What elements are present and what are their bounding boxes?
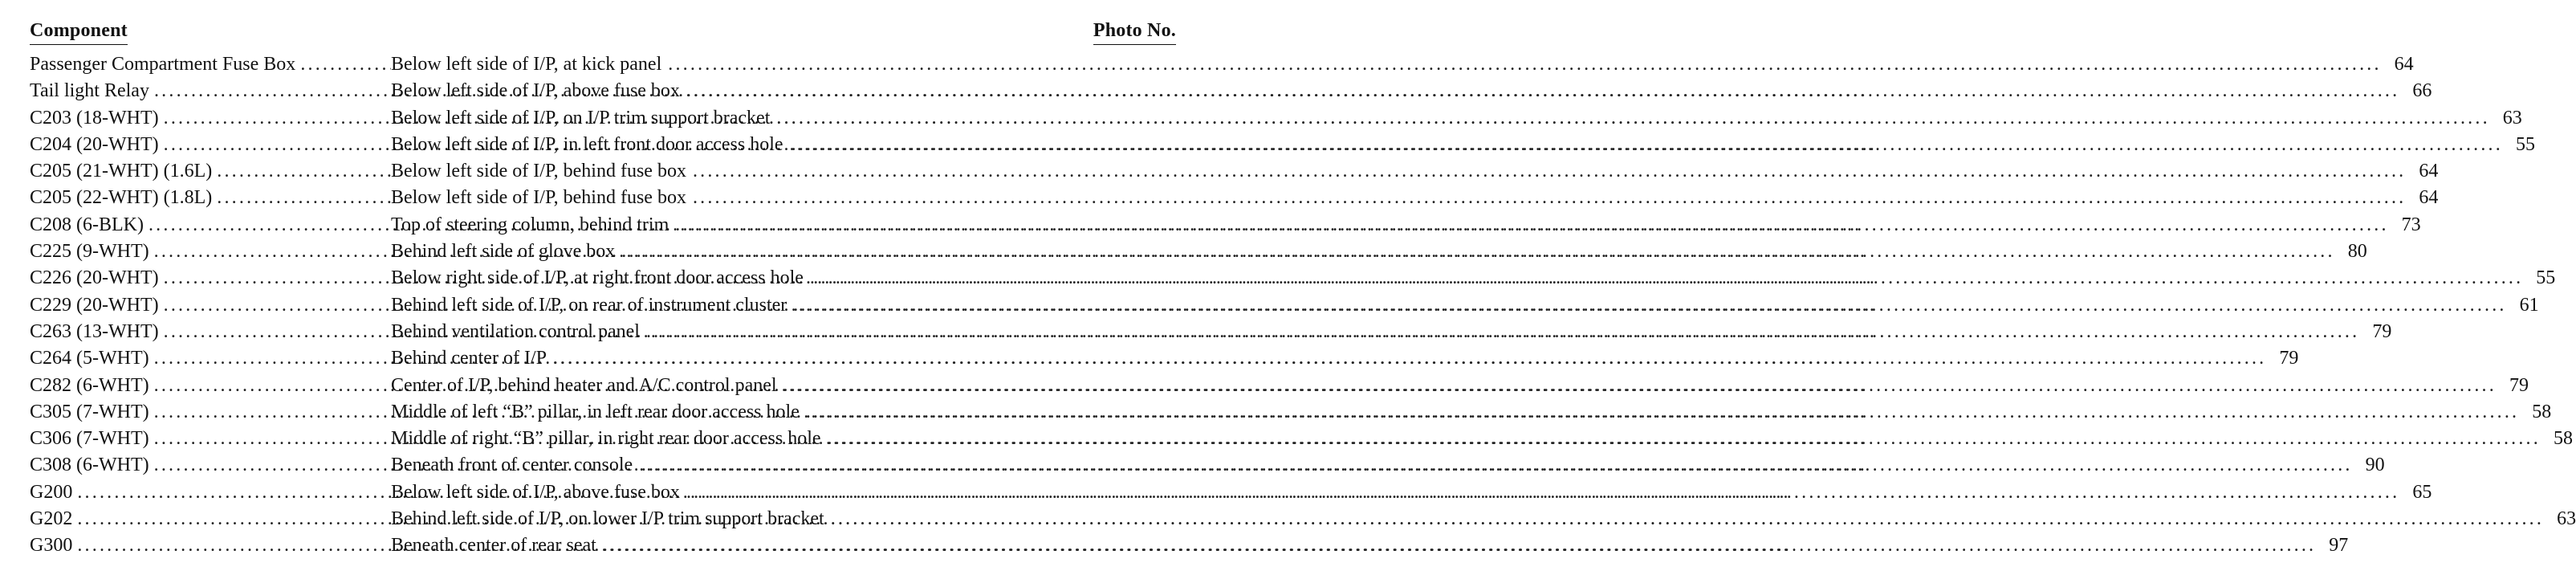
component-name: G202 — [30, 508, 73, 530]
photo-number: 79 — [2279, 348, 2299, 369]
component-name: C264 (5-WHT) — [30, 348, 149, 369]
dot-leader — [217, 158, 391, 185]
dot-leader — [806, 399, 2519, 426]
table-row — [30, 319, 2392, 345]
table-row — [30, 373, 2529, 399]
table-row — [30, 399, 2552, 426]
location-cell — [391, 479, 2399, 506]
component-name: G300 — [30, 535, 73, 557]
location-cell — [391, 51, 2382, 78]
dot-leader — [693, 185, 2406, 211]
location-cell — [391, 105, 2490, 132]
location-description: Behind ventilation control panel — [391, 320, 640, 342]
component-name: C308 (6-WHT) — [30, 455, 149, 476]
component-name: C205 (21-WHT) (1.6L) — [30, 161, 213, 182]
dot-leader — [603, 532, 2316, 559]
location-cell — [391, 185, 2406, 211]
photo-number: 63 — [2557, 508, 2576, 530]
photo-number: 63 — [2502, 107, 2522, 128]
component-cell — [30, 319, 391, 345]
table-row — [30, 452, 2385, 479]
location-description: Below left side of I/P, above fuse box — [391, 80, 680, 102]
component-cell — [30, 479, 391, 506]
component-name: C306 (7-WHT) — [30, 428, 149, 450]
photo-number: 80 — [2347, 241, 2367, 263]
dot-leader — [668, 51, 2381, 78]
component-cell — [30, 78, 391, 104]
dot-leader — [790, 132, 2503, 158]
table-row — [30, 506, 2576, 532]
table-row — [30, 158, 2439, 185]
photo-number: 66 — [2412, 80, 2432, 102]
photo-number: 97 — [2329, 535, 2349, 557]
component-cell — [30, 532, 391, 559]
dot-leader — [831, 506, 2544, 532]
dot-leader — [810, 265, 2523, 292]
location-cell — [391, 265, 2523, 292]
location-cell — [391, 239, 2335, 265]
component-cell — [30, 373, 391, 399]
table-row — [30, 212, 2421, 239]
location-description: Beneath center of rear seat — [391, 535, 596, 557]
location-description: Behind left side of I/P, on lower I/P trim support bracket — [391, 508, 824, 530]
table-row — [30, 78, 2432, 104]
location-description: Below right side of I/P, at right front door access hole — [391, 267, 804, 289]
component-cell — [30, 51, 391, 78]
component-cell — [30, 158, 391, 185]
photo-number: 55 — [2515, 133, 2535, 155]
location-description: Behind center of I/P — [391, 348, 547, 369]
photo-number: 64 — [2419, 161, 2439, 182]
component-name: C229 (20-WHT) — [30, 294, 159, 316]
location-description: Below left side of I/P, on I/P trim support bracket — [391, 107, 771, 128]
location-description: Behind left side of I/P, on rear of instrument cluster — [391, 294, 787, 316]
component-name: C305 (7-WHT) — [30, 401, 149, 422]
component-column-header: Component — [30, 19, 128, 45]
location-description: Center of I/P, behind heater and A/C control panel — [391, 374, 777, 396]
table-row — [30, 265, 2556, 292]
component-cell — [30, 105, 391, 132]
component-name: C208 (6-BLK) — [30, 214, 144, 235]
table-row — [30, 132, 2535, 158]
component-name: C282 (6-WHT) — [30, 374, 149, 396]
photo-number: 79 — [2372, 320, 2392, 342]
table-row — [30, 239, 2367, 265]
component-name: C205 (22-WHT) (1.8L) — [30, 187, 213, 209]
location-cell — [391, 132, 2503, 158]
photo-number: 73 — [2401, 214, 2421, 235]
dot-leader — [828, 426, 2541, 452]
photo-number: 90 — [2365, 455, 2385, 476]
location-description: Below left side of I/P, at kick panel — [391, 54, 662, 75]
photo-number: 64 — [2394, 54, 2414, 75]
location-cell — [391, 345, 2266, 372]
location-cell — [391, 158, 2406, 185]
component-location-list — [30, 51, 2576, 560]
photo-number: 58 — [2532, 401, 2552, 422]
component-name: Tail light Relay — [30, 80, 149, 102]
table-row — [30, 292, 2539, 319]
dot-leader — [621, 239, 2334, 265]
photo-number: 64 — [2419, 187, 2439, 209]
photo-number: 58 — [2553, 428, 2573, 450]
photo-number: 61 — [2519, 294, 2539, 316]
component-name: G200 — [30, 481, 73, 503]
table-header — [30, 16, 1176, 45]
component-cell — [30, 292, 391, 319]
component-name: C263 (13-WHT) — [30, 320, 159, 342]
location-cell — [391, 506, 2544, 532]
table-row — [30, 345, 2299, 372]
dot-leader — [793, 292, 2506, 319]
location-description: Below left side of I/P, behind fuse box — [391, 187, 686, 209]
dot-leader — [693, 158, 2406, 185]
component-cell — [30, 239, 391, 265]
component-cell — [30, 506, 391, 532]
component-cell — [30, 399, 391, 426]
location-cell — [391, 452, 2353, 479]
location-cell — [391, 373, 2497, 399]
component-name: C225 (9-WHT) — [30, 241, 149, 263]
dot-leader — [675, 212, 2388, 239]
dot-leader — [686, 479, 2399, 506]
table-row — [30, 426, 2573, 452]
location-cell — [391, 292, 2507, 319]
location-description: Middle of right “B” pillar, in right rear door access hole — [391, 428, 821, 450]
location-cell — [391, 212, 2389, 239]
component-cell — [30, 426, 391, 452]
component-name: C203 (18-WHT) — [30, 107, 159, 128]
component-cell — [30, 132, 391, 158]
dot-leader — [646, 319, 2359, 345]
dot-leader — [553, 345, 2266, 372]
table-row — [30, 532, 2349, 559]
component-cell — [30, 265, 391, 292]
dot-leader — [639, 452, 2352, 479]
table-row — [30, 479, 2432, 506]
location-cell — [391, 399, 2519, 426]
location-cell — [391, 319, 2359, 345]
component-cell — [30, 345, 391, 372]
dot-leader — [217, 185, 391, 211]
component-name: Passenger Compartment Fuse Box — [30, 54, 296, 75]
component-cell — [30, 452, 391, 479]
table-row — [30, 51, 2414, 78]
dot-leader — [300, 51, 391, 78]
dot-leader — [783, 373, 2497, 399]
location-description: Middle of left “B” pillar, in left rear door access hole — [391, 401, 800, 422]
location-description: Below left side of I/P, behind fuse box — [391, 161, 686, 182]
component-name: C226 (20-WHT) — [30, 267, 159, 289]
location-cell — [391, 532, 2316, 559]
component-cell — [30, 212, 391, 239]
location-description: Below left side of I/P, above fuse box — [391, 481, 680, 503]
table-row — [30, 105, 2522, 132]
table-row — [30, 185, 2439, 211]
location-cell — [391, 426, 2541, 452]
location-description: Beneath front of center console — [391, 455, 633, 476]
location-description: Top of steering column, behind trim — [391, 214, 669, 235]
photo-number: 79 — [2509, 374, 2529, 396]
location-description: Below left side of I/P, in left front door access hole — [391, 133, 783, 155]
photo-number-column-header: Photo No. — [1093, 19, 1176, 45]
dot-leader — [686, 78, 2399, 104]
component-name: C204 (20-WHT) — [30, 133, 159, 155]
dot-leader — [776, 105, 2489, 132]
location-description: Behind left side of glove box — [391, 241, 616, 263]
component-cell — [30, 185, 391, 211]
photo-number: 55 — [2536, 267, 2556, 289]
photo-number: 65 — [2412, 481, 2432, 503]
location-cell — [391, 78, 2399, 104]
